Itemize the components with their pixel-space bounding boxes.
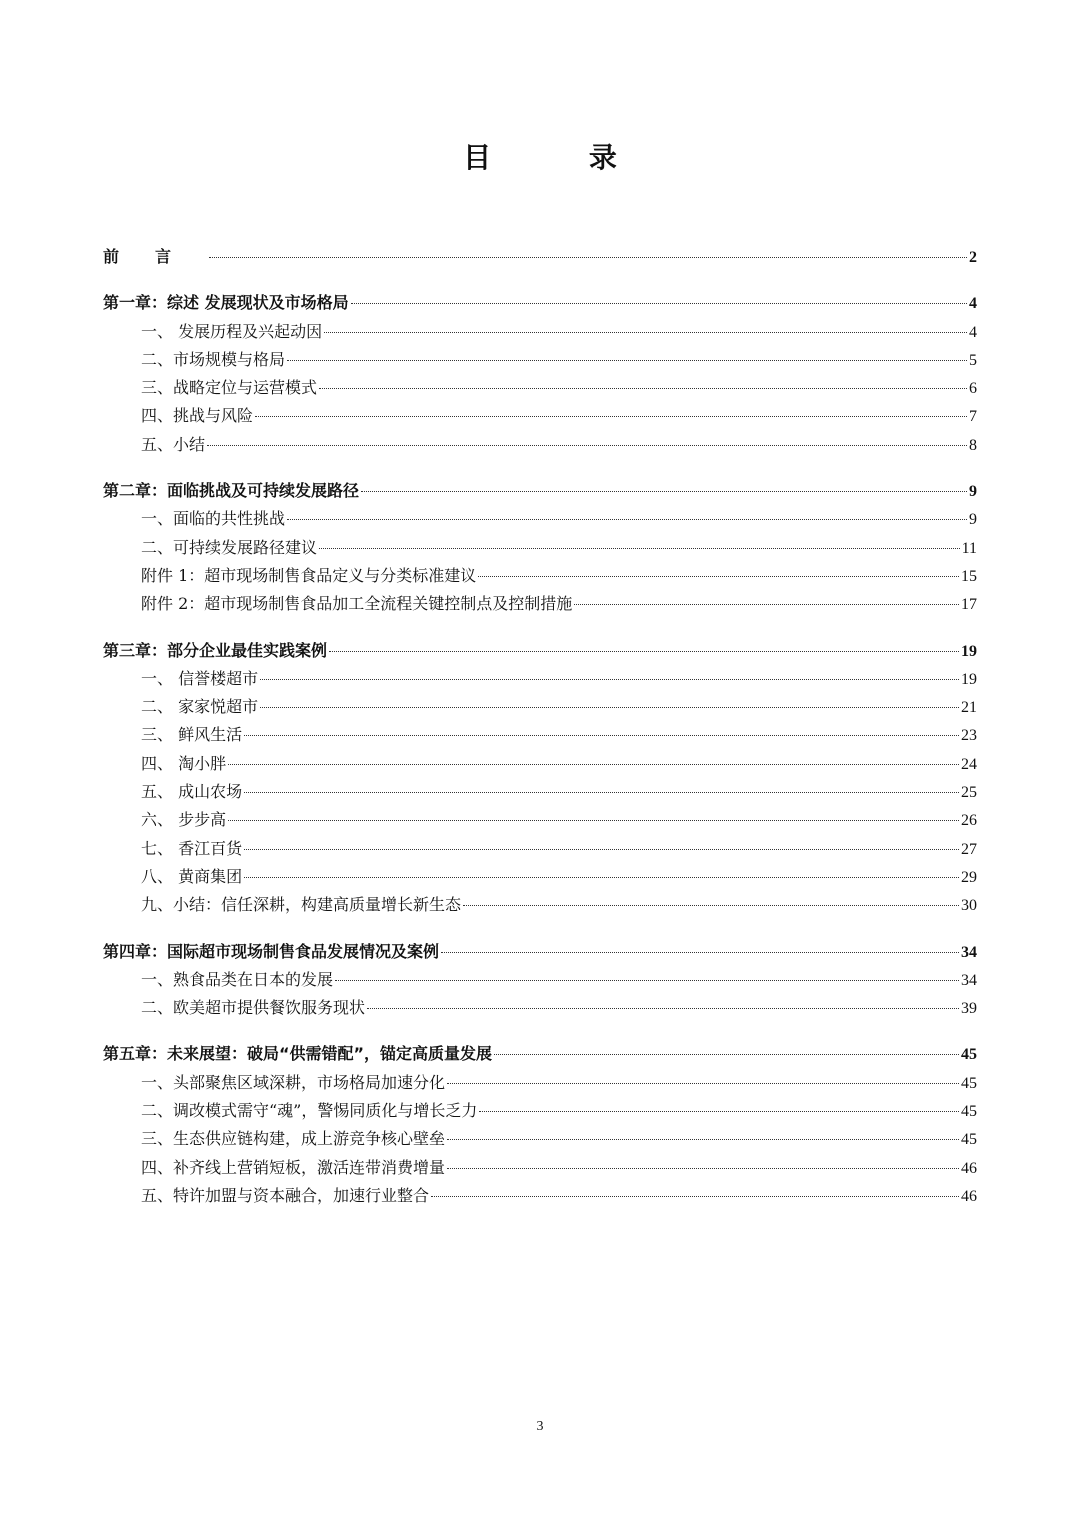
toc-entry-section[interactable] — [103, 835, 977, 863]
toc-entry-section[interactable] — [103, 346, 977, 374]
preface-section — [103, 243, 977, 271]
dot-leader — [324, 332, 967, 333]
dot-leader — [244, 877, 959, 878]
toc-entry-section[interactable] — [103, 402, 977, 430]
toc-entry-label: 第四章：国际超市现场制售食品发展情况及案例 — [103, 941, 440, 961]
toc-entry-section[interactable] — [103, 863, 977, 891]
toc-entry-page: 5 — [969, 351, 977, 369]
toc-entry-section[interactable] — [103, 994, 977, 1022]
toc-entry-section[interactable] — [103, 806, 977, 834]
toc-entry-label: 第五章：未来展望：破局“供需错配”，锚定高质量发展 — [103, 1044, 493, 1064]
dot-leader — [319, 388, 967, 389]
toc-entry-section[interactable] — [103, 891, 977, 919]
toc-entry-label: 九、小结：信任深耕，构建高质量增长新生态 — [141, 895, 462, 915]
toc-entry-label: 二、 家家悦超市 — [141, 697, 259, 717]
toc-entry-section[interactable] — [103, 431, 977, 459]
toc-entry-label: 三、生态供应链构建，成上游竞争核心壁垒 — [141, 1129, 446, 1149]
toc-entry-section[interactable] — [103, 374, 977, 402]
chapter-section — [103, 289, 977, 459]
toc-entry-label: 第二章：面临挑战及可持续发展路径 — [103, 481, 360, 501]
toc-entry-section[interactable] — [103, 1097, 977, 1125]
toc-entry-label: 二、市场规模与格局 — [141, 349, 286, 369]
toc-entry-section[interactable] — [103, 1154, 977, 1182]
toc-entry-page: 45 — [961, 1074, 977, 1092]
chapter-section — [103, 938, 977, 1023]
toc-entry-chapter[interactable] — [103, 289, 977, 317]
dot-leader — [447, 1168, 959, 1169]
dot-leader — [447, 1083, 959, 1084]
table-of-contents — [103, 243, 977, 1228]
toc-entry-page: 4 — [969, 295, 977, 313]
dot-leader — [479, 1111, 959, 1112]
toc-entry-label: 前言 — [103, 247, 208, 266]
page-title: 目 录 — [463, 141, 661, 174]
toc-entry-page: 34 — [961, 971, 977, 989]
dot-leader — [574, 604, 959, 605]
dot-leader — [361, 491, 967, 492]
dot-leader — [228, 764, 959, 765]
chapter-section — [103, 1040, 977, 1210]
dot-leader — [367, 1008, 959, 1009]
toc-entry-section[interactable] — [103, 750, 977, 778]
toc-entry-label: 第三章：部分企业最佳实践案例 — [103, 640, 328, 660]
toc-entry-page: 2 — [969, 249, 977, 266]
toc-entry-label: 二、可持续发展路径建议 — [141, 537, 318, 557]
toc-entry-page: 45 — [961, 1131, 977, 1149]
dot-leader — [335, 980, 959, 981]
toc-entry-label: 五、小结 — [141, 434, 206, 454]
toc-entry-label: 一、 信誉楼超市 — [141, 668, 259, 688]
toc-entry-page: 11 — [961, 539, 977, 557]
toc-entry-page: 19 — [961, 642, 977, 660]
toc-entry-chapter[interactable] — [103, 477, 977, 505]
toc-entry-label: 四、补齐线上营销短板，激活连带消费增量 — [141, 1157, 446, 1177]
toc-entry-section[interactable] — [103, 693, 977, 721]
toc-entry-page: 45 — [961, 1103, 977, 1121]
dot-leader — [244, 792, 959, 793]
toc-entry-page: 9 — [969, 483, 977, 501]
toc-entry-page: 45 — [961, 1046, 977, 1064]
toc-entry-page: 46 — [961, 1159, 977, 1177]
dot-leader — [447, 1139, 959, 1140]
toc-entry-label: 一、熟食品类在日本的发展 — [141, 969, 334, 989]
toc-entry-page: 39 — [961, 1000, 977, 1018]
dot-leader — [494, 1054, 959, 1055]
toc-entry-label: 五、 成山农场 — [141, 782, 243, 802]
toc-entry-section[interactable] — [103, 534, 977, 562]
page-number: 3 — [536, 1419, 544, 1434]
dot-leader — [431, 1196, 959, 1197]
toc-entry-page: 23 — [961, 727, 977, 745]
toc-entry-chapter[interactable] — [103, 637, 977, 665]
dot-leader — [260, 679, 959, 680]
toc-entry-page: 19 — [961, 670, 977, 688]
toc-entry-section[interactable] — [103, 1069, 977, 1097]
toc-entry-page: 46 — [961, 1187, 977, 1205]
dot-leader — [463, 905, 959, 906]
toc-entry-preface[interactable] — [103, 243, 977, 271]
toc-entry-label: 五、特许加盟与资本融合，加速行业整合 — [141, 1185, 430, 1205]
toc-entry-label: 八、 黄商集团 — [141, 866, 243, 886]
toc-entry-label: 附件 1：超市现场制售食品定义与分类标准建议 — [141, 565, 477, 585]
toc-entry-label: 一、 发展历程及兴起动因 — [141, 321, 323, 341]
toc-entry-label: 二、欧美超市提供餐饮服务现状 — [141, 998, 366, 1018]
toc-entry-page: 17 — [961, 596, 977, 614]
toc-entry-page: 30 — [961, 897, 977, 915]
toc-entry-section[interactable] — [103, 562, 977, 590]
toc-entry-page: 9 — [969, 511, 977, 529]
toc-entry-chapter[interactable] — [103, 1040, 977, 1068]
dot-leader — [478, 576, 959, 577]
toc-entry-label: 二、调改模式需守“魂”，警惕同质化与增长乏力 — [141, 1101, 478, 1121]
toc-entry-section[interactable] — [103, 505, 977, 533]
dot-leader — [260, 707, 959, 708]
toc-entry-page: 24 — [961, 755, 977, 773]
toc-entry-label: 一、面临的共性挑战 — [141, 509, 286, 529]
toc-entry-section[interactable] — [103, 318, 977, 346]
toc-entry-page: 6 — [969, 380, 977, 398]
toc-entry-page: 21 — [961, 699, 977, 717]
toc-entry-section[interactable] — [103, 778, 977, 806]
toc-entry-label: 一、头部聚焦区域深耕，市场格局加速分化 — [141, 1072, 446, 1092]
toc-entry-section[interactable] — [103, 1182, 977, 1210]
dot-leader — [209, 257, 967, 258]
dot-leader — [351, 303, 967, 304]
dot-leader — [329, 651, 959, 652]
toc-entry-label: 第一章：综述 发展现状及市场格局 — [103, 293, 349, 313]
toc-entry-page: 26 — [961, 812, 977, 830]
toc-entry-section[interactable] — [103, 966, 977, 994]
dot-leader — [228, 820, 959, 821]
toc-entry-page: 27 — [961, 840, 977, 858]
dot-leader — [244, 735, 959, 736]
toc-entry-page: 4 — [969, 323, 977, 341]
dot-leader — [255, 416, 967, 417]
dot-leader — [319, 548, 960, 549]
toc-entry-page: 29 — [961, 868, 977, 886]
toc-entry-label: 附件 2：超市现场制售食品加工全流程关键控制点及控制措施 — [141, 594, 573, 614]
toc-entry-label: 三、战略定位与运营模式 — [141, 378, 318, 398]
toc-entry-page: 7 — [969, 408, 977, 426]
toc-entry-section[interactable] — [103, 590, 977, 618]
toc-entry-chapter[interactable] — [103, 938, 977, 966]
toc-entry-section[interactable] — [103, 721, 977, 749]
dot-leader — [287, 360, 967, 361]
toc-entry-page: 8 — [969, 436, 977, 454]
toc-entry-label: 三、 鲜风生活 — [141, 725, 243, 745]
chapter-section — [103, 637, 977, 920]
chapter-section — [103, 477, 977, 618]
toc-entry-section[interactable] — [103, 665, 977, 693]
toc-entry-page: 15 — [961, 567, 977, 585]
toc-entry-label: 四、挑战与风险 — [141, 406, 254, 426]
toc-entry-label: 六、 步步高 — [141, 810, 227, 830]
dot-leader — [441, 952, 959, 953]
chapter-list — [103, 289, 977, 1210]
toc-entry-label: 七、 香江百货 — [141, 838, 243, 858]
toc-entry-label: 四、 淘小胖 — [141, 753, 227, 773]
dot-leader — [244, 849, 959, 850]
toc-entry-page: 25 — [961, 784, 977, 802]
dot-leader — [207, 445, 967, 446]
dot-leader — [287, 519, 967, 520]
toc-entry-page: 34 — [961, 943, 977, 961]
toc-entry-section[interactable] — [103, 1125, 977, 1153]
